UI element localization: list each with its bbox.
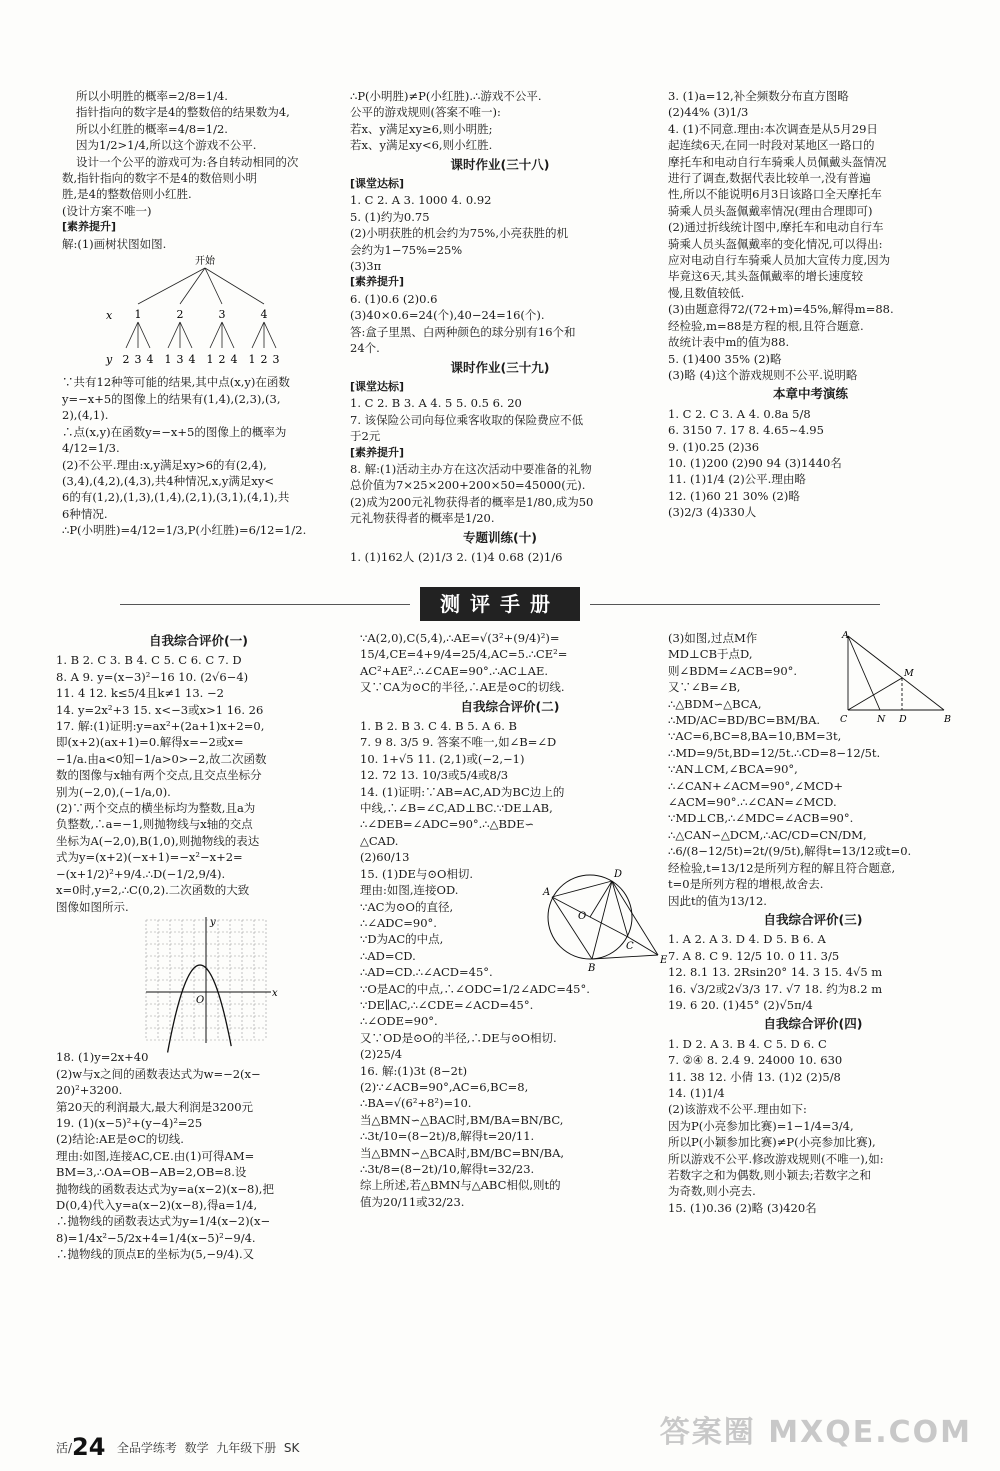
text-line: (2)该游戏不公平.理由如下: (668, 1102, 807, 1117)
segment-DC (612, 881, 628, 937)
text-line: 理由:如图,连接OD. (360, 883, 459, 898)
section-heading: 自我综合评价(二) (460, 698, 560, 714)
text-line: 当△BMN∽△BCA时,BM/BC=BN/BA, (360, 1145, 565, 1160)
text-line: 1. C 2. A 3. 1000 4. 0.92 (350, 193, 492, 208)
text-line: 11. 4 12. k≤5/4且k≠1 13. −2 (56, 686, 224, 701)
text-line: 进行了调查,数据代表比较单一,没有普遍 (668, 171, 871, 186)
text-line: 15. (1)0.36 (2)略 (3)420名 (668, 1200, 817, 1215)
text-line: ∴∠ADC=90°. (360, 915, 437, 930)
text-line: 总价值为7×25×200+200×50=45000(元). (350, 478, 586, 493)
text-line: 4/12=1/3. (62, 441, 120, 456)
text-line: 指针指向的数字是4的整数倍的结果数为4, (76, 105, 290, 120)
answer-column-1 (62, 88, 332, 539)
text-line: 数的图像与x轴有两个交点,且交点坐标分 (56, 768, 262, 783)
text-line: 所以小明胜的概率=2/8=1/4. (76, 89, 228, 103)
text-line: 5. (1)约为0.75 (350, 209, 430, 224)
section-tag: [素养提升] (62, 220, 117, 234)
text-line: (2)结论:AE是⊙C的切线. (56, 1132, 184, 1147)
text-line: ∴点(x,y)在函数y=−x+5的图像上的概率为 (62, 424, 287, 439)
text-line: 起连续6天,在同一时段对某地区一路口的 (668, 138, 875, 153)
text-line: 性,所以不能说明6月3日该路口全天摩托车 (668, 187, 882, 202)
text-line: ∴BA=√(6²+8²)=10. (360, 1096, 472, 1111)
separator-line-right (590, 604, 880, 605)
tree-y-value: 4 (188, 353, 196, 367)
tree-diagram (62, 252, 332, 370)
parabola-curve (168, 965, 232, 1053)
text-line: 若数字之和为偶数,则小颖去;若数字之和 (668, 1168, 872, 1182)
segment-AB (848, 636, 944, 710)
page-number: 24 (72, 1433, 106, 1461)
tree-y-value: 2 (218, 353, 226, 367)
text-line: 1. D 2. A 3. B 4. C 5. D 6. C (668, 1036, 827, 1051)
tree-y-value: 1 (248, 353, 256, 367)
text-line: (设计方案不唯一) (62, 203, 152, 218)
text-line: 于2元 (350, 429, 381, 444)
text-line: ∴AD=CD.∴∠ACD=45°. (360, 965, 493, 980)
text-line: 又∵OD是⊙O的半径,∴DE与⊙O相切. (360, 1030, 557, 1045)
text-line: ∴MD/AC=BD/BC=BM/BA. (668, 713, 821, 728)
text-line: −1/a.由a<0知−1/a>0>−2,故二次函数 (56, 751, 267, 766)
text-line: 6. 3150 7. 17 8. 4.65~4.95 (668, 423, 824, 438)
text-line: 因为1/2>1/4,所以这个游戏不公平. (76, 138, 257, 153)
point-label-E: E (660, 954, 668, 966)
tree-y-value: 2 (122, 353, 130, 367)
tree-branch (168, 322, 180, 348)
text-line: ∴∠CAN+∠ACM=90°,∠MCD+ (668, 778, 844, 793)
text-line: D(0,4)代入y=a(x−2)(x−8),得a=1/4, (56, 1197, 258, 1212)
tree-branch (180, 322, 192, 348)
text-line: 图像如图所示. (56, 899, 129, 914)
text-line: t=0是所列方程的增根,故舍去. (668, 877, 824, 892)
text-line: 经检验,m=88是方程的根,且符合题意. (668, 318, 864, 333)
segment-AN (848, 636, 880, 710)
text-line: ∠ACM=90°.∴∠CAN=∠MCD. (668, 795, 837, 810)
point-label-B: B (944, 714, 951, 726)
text-line: 1. A 2. A 3. D 4. D 5. B 6. A (668, 932, 826, 947)
text-line: y=−x+5的图像上的结果有(1,4),(2,3),(3, (62, 391, 281, 406)
text-line: 12. 72 13. 10/3或5/4或8/3 (360, 768, 509, 783)
text-line: ∴△BDM∽△BCA, (668, 696, 762, 711)
segment-AB (552, 897, 592, 959)
text-line: ∵D为AC的中点, (360, 932, 444, 947)
tree-branch (138, 268, 205, 304)
tree-branch (222, 322, 234, 348)
section-tag: [素养提升] (350, 445, 405, 459)
text-line: 答:盒子里黑、白两种颜色的球分别有16个和 (350, 324, 576, 339)
text-line: 3. (1)a=12,补全频数分布直方图略 (668, 89, 849, 103)
text-line: 负整数,∴a=−1,则抛物线与x轴的交点 (56, 817, 253, 832)
grade: 九年级下册 (216, 1441, 277, 1455)
text-line: (2)∵∠ACB=90°,AC=6,BC=8, (360, 1079, 529, 1094)
text-line: 胜,是4的整数倍则小红胜. (62, 187, 192, 202)
text-line: 14. (1)证明:∵AB=AC,AD为BC边上的 (360, 784, 565, 799)
text-line: x=0时,y=2,∴C(0,2).二次函数的大致 (56, 883, 250, 898)
text-line: ∴AD=CD. (360, 948, 416, 963)
point-label-D: D (899, 714, 907, 726)
segment-AD (552, 881, 612, 897)
section-heading: 自我综合评价(一) (149, 633, 248, 648)
text-line: ∵AC为⊙O的直径, (360, 899, 454, 914)
text-line: 6种情况. (62, 506, 108, 521)
text-line: 因为P(小亮参加比赛)=1−1/4=3/4, (668, 1118, 854, 1133)
text-line: (2)w与x之间的函数表达式为w=−2(x− (56, 1066, 261, 1081)
subject: 数学 (184, 1441, 209, 1455)
text-line: 又∵CA为⊙C的半径,∴AE是⊙C的切线. (360, 680, 565, 695)
answer-column-4 (56, 630, 341, 1263)
text-line: 又∵∠B=∠B, (668, 680, 741, 695)
text-line: 11. 38 12. 小倩 13. (1)2 (2)5/8 (668, 1069, 841, 1084)
tree-root-label: 开始 (195, 256, 215, 268)
text-line: 毕竟这6天,其头盔佩戴率的增长速度较 (668, 269, 863, 284)
text-line: 所以P(小颖参加比赛)≠P(小亮参加比赛), (668, 1135, 876, 1150)
text-line: 骑乘人员头盔佩戴率情况(理由合理即可) (668, 203, 873, 218)
text-line: 1. C 2. B 3. A 4. 5 5. 0.5 6. 20 (350, 396, 522, 411)
text-line: ∵DE∥AC,∴∠CDE=∠ACD=45°. (360, 997, 534, 1012)
text-line: 4. (1)不同意.理由:本次调查是从5月29日 (668, 121, 878, 136)
text-line: ∴3t/8=(8−2t)/10,解得t=32/23. (360, 1162, 535, 1176)
text-line: 因此t的值为13/12. (668, 893, 767, 908)
text-line: 16. 解:(1)3t (8−2t) (360, 1063, 468, 1078)
text-line: (2)小明获胜的机会约为75%,小亮获胜的机 (350, 226, 569, 241)
x-axis-label: x (272, 987, 278, 999)
text-line: 8)=1/4x²−5/2x+4=1/4(x−5)²−9/4. (56, 1230, 256, 1245)
tree-x-value: 2 (176, 308, 184, 322)
parabola-graph (136, 915, 286, 1045)
text-line: 会约为1−75%=25% (350, 242, 463, 257)
answer-column-2 (350, 88, 650, 565)
point-label-D: D (614, 868, 623, 880)
text-line: ∴∠ODE=90°. (360, 1014, 438, 1029)
text-line: 骑乘人员头盔佩戴率的变化情况,可以得出: (668, 236, 883, 251)
circle-figure (530, 865, 668, 977)
text-line: 1. B 2. C 3. B 4. C 5. C 6. C 7. D (56, 653, 242, 668)
text-line: (2)44% (3)1/3 (668, 105, 749, 120)
text-line: 当△BMN∽△BAC时,BM/BA=BN/BC, (360, 1112, 564, 1127)
text-line: (2)∵两个交点的横坐标均为整数,且a为 (56, 801, 256, 816)
text-line: ∴抛物线的函数表达式为y=1/4(x−2)(x− (56, 1214, 271, 1229)
section-tag: [素养提升] (350, 275, 405, 289)
text-line: 16. √3/2或2√3/3 17. √7 18. 约为8.2 m (668, 981, 883, 996)
point-label-N: N (877, 714, 886, 726)
text-line: 所以游戏不公平.修改游戏规则(不唯一),如: (668, 1151, 884, 1166)
answer-column-5 (360, 630, 668, 1210)
tree-branch (126, 322, 138, 348)
triangle-figure (840, 630, 950, 725)
text-line: (3)40×0.6=24(个),40−24=16(个). (350, 308, 545, 323)
segment-DE (612, 881, 658, 955)
section-heading: 自我综合评价(四) (763, 1016, 863, 1032)
text-line: ∴MD=9/5t,BD=12/5t.∴CD=8−12/5t. (668, 745, 881, 760)
separator-line-left (120, 604, 410, 605)
section-heading: 自我综合评价(三) (763, 911, 863, 927)
text-line: ∴△CAN∽△DCM,∴AC/CD=CN/DM, (668, 827, 867, 842)
text-line: 若x、y满足xy≥6,则小明胜; (350, 121, 493, 136)
point-label-A: A (543, 886, 551, 898)
origin-label: O (196, 994, 205, 1006)
text-line: 8. A 9. y=(x−3)²−16 10. (2√6−4) (56, 669, 249, 684)
text-line: 6的有(1,2),(1,3),(1,4),(2,1),(3,1),(4,1),共 (62, 490, 290, 505)
text-line: 24个. (350, 341, 380, 356)
tree-x-value: 1 (134, 308, 142, 322)
text-line: (3)3π (350, 259, 382, 274)
text-line: 7. ②④ 8. 2.4 9. 24000 10. 630 (668, 1053, 843, 1068)
text-line: 所以小红胜的概率=4/8=1/2. (76, 121, 228, 136)
text-line: ∴∠DEB=∠ADC=90°.∴△BDE∽ (360, 817, 535, 832)
text-line: 7. 9 8. 3/5 9. 答案不唯一,如∠B=∠D (360, 735, 557, 750)
text-line: 2),(4,1). (62, 408, 109, 423)
text-line: (2)通过折线统计图中,摩托车和电动自行车 (668, 220, 884, 235)
text-line: 9. (1)0.25 (2)36 (668, 439, 760, 454)
text-line: (2)成为200元礼物获得者的概率是1/80,成为50 (350, 494, 594, 509)
text-line: 理由:如图,连接AC,CE.由(1)可得AM= (56, 1148, 255, 1163)
text-line: (3)2/3 (4)330人 (668, 505, 757, 520)
edition: SK (283, 1441, 300, 1455)
text-line: MD⊥CB于点D, (668, 647, 753, 662)
text-line: ∵A(2,0),C(5,4),∴AE=√(3²+(9/4)²)= (360, 631, 560, 645)
tree-y-value: 1 (206, 353, 214, 367)
text-line: 1. B 2. B 3. C 4. B 5. A 6. B (360, 719, 517, 734)
text-line: ∴抛物线的顶点E的坐标为(5,−9/4).又 (56, 1247, 255, 1262)
y-axis-label: y (210, 916, 216, 928)
tree-x-label: x (106, 309, 113, 323)
text-line: ∵共有12种等可能的结果,其中点(x,y)在函数 (62, 375, 290, 390)
text-line: 即(x+2)(ax+1)=0.解得x=−2或x= (56, 735, 244, 750)
segment-CM (848, 678, 902, 710)
text-line: 第20天的利润最大,最大利润是3200元 (56, 1099, 254, 1114)
series-name: 全品学练考 (116, 1441, 177, 1455)
point-label-C: C (626, 940, 634, 952)
section-tag: [课堂达标] (350, 177, 405, 191)
text-line: 18. (1)y=2x+40 (56, 1050, 149, 1065)
text-line: 为奇数,则小亮去. (668, 1184, 756, 1199)
text-line: 经检验,t=13/12是所列方程的解且符合题意, (668, 860, 896, 875)
text-line: 5. (1)400 35% (2)略 (668, 351, 782, 366)
text-line: (3,4),(4,2),(4,3),共4种情况,x,y满足xy< (62, 473, 274, 488)
text-line: ∵O是AC的中点,∴∠ODC=1/2∠ADC=45°. (360, 981, 590, 996)
tree-x-value: 4 (260, 308, 268, 322)
text-line: (3)由题意得72/(72+m)=45%,解得m=88. (668, 302, 894, 317)
text-line: 综上所述,若△BMN与△ABC相似,则t的 (360, 1178, 561, 1193)
point-label-O: O (578, 910, 587, 922)
text-line: 抛物线的函数表达式为y=a(x−2)(x−8),把 (56, 1181, 274, 1196)
text-line: 15. (1)DE与⊙O相切. (360, 866, 474, 881)
text-line: BM=3,∴OA=OB−AB=2,OB=8.设 (56, 1165, 247, 1180)
tree-branch (138, 322, 150, 348)
text-line: 元礼物获得者的概率是1/20. (350, 511, 495, 526)
text-line: 7. 该保险公司向每位乘客收取的保险费应不低 (350, 412, 584, 427)
footer-prefix: 活/ (56, 1441, 73, 1455)
text-line: 慢,且数值较低. (668, 285, 745, 300)
section-heading: 本章中考演练 (772, 386, 848, 402)
point-label-C: C (840, 714, 848, 726)
tree-y-label: y (106, 353, 113, 367)
tree-y-value: 4 (230, 353, 238, 367)
text-line: 解:(1)画树状图如图. (62, 236, 167, 251)
tree-branch (252, 322, 264, 348)
text-line: 若x、y满足xy<6,则小红胜. (350, 138, 493, 153)
text-line: ∵MD⊥CB,∴∠MDC=∠ACB=90°. (668, 811, 854, 826)
text-line: ∵AN⊥CM,∠BCA=90°, (668, 762, 798, 777)
text-line: 10. 1+√5 11. (2,1)或(−2,−1) (360, 751, 525, 766)
text-line: 设计一个公平的游戏可为:各自转动相同的次 (76, 154, 299, 169)
answer-column-3 (668, 88, 953, 521)
text-line: 7. A 8. C 9. 12/5 10. 0 11. 3/5 (668, 948, 840, 963)
text-line: 6. (1)0.6 (2)0.6 (350, 291, 438, 306)
text-line: 8. 解:(1)活动主办方在这次活动中要准备的礼物 (350, 461, 592, 476)
section-separator (120, 585, 880, 625)
text-line: 1. (1)162人 (2)1/3 2. (1)4 0.68 (2)1/6 (350, 549, 563, 564)
section-title: 测评手册 (420, 587, 580, 621)
text-line: 17. 解:(1)证明:y=ax²+(2a+1)x+2=0, (56, 719, 265, 734)
text-line: 别为(−2,0),(−1/a,0). (56, 784, 171, 799)
point-label-A: A (842, 630, 849, 642)
text-line: 15/4,CE=4+9/4=25/4,AC=5.∴CE²= (360, 647, 568, 662)
text-line: 20)²+3200. (56, 1083, 123, 1098)
text-line: 中线,∴∠B=∠C,AD⊥BC.∵DE⊥AB, (360, 801, 553, 816)
text-line: ∴6/(8−12/5t)=2t/(9/5t),解得t=13/12或t=0. (668, 844, 912, 859)
text-line: 坐标为A(−2,0),B(1,0),则抛物线的表达 (56, 833, 260, 848)
text-line: ∴3t/10=(8−2t)/8,解得t=20/11. (360, 1129, 535, 1144)
text-line: 摩托车和电动自行车骑乘人员佩戴头盔情况 (668, 154, 887, 169)
tree-y-value: 3 (176, 353, 184, 367)
text-line: 14. y=2x²+3 15. x<−3或x>1 16. 26 (56, 702, 264, 717)
text-line: 1. C 2. C 3. A 4. 0.8a 5/8 (668, 406, 811, 421)
text-line: (2)60/13 (360, 850, 410, 865)
text-line: 应对电动自行车骑乘人员加大宣传力度,因为 (668, 253, 891, 268)
text-line: 数,指针指向的数字不是4的数倍则小明 (62, 171, 257, 186)
text-line: 10. (1)200 (2)90 94 (3)1440名 (668, 455, 842, 470)
tree-y-value: 2 (260, 353, 268, 367)
text-line: 11. (1)1/4 (2)公平.理由略 (668, 472, 806, 487)
text-line: ∴P(小明胜)≠P(小红胜).∴游戏不公平. (350, 89, 542, 103)
text-line: 12. (1)60 21 30% (2)略 (668, 488, 800, 503)
tree-branch (264, 322, 276, 348)
tree-y-value: 3 (134, 353, 142, 367)
tree-branch (210, 322, 222, 348)
text-line: ∵AC=6,BC=8,BA=10,BM=3t, (668, 729, 842, 744)
tree-y-value: 4 (146, 353, 154, 367)
text-line: 19. 6 20. (1)45° (2)√5π/4 (668, 997, 813, 1012)
text-line: −(x+1/2)²+9/4.∴D(−1/2,9/4). (56, 866, 226, 881)
text-line: AC²+AE².∴∠CAE=90°.∴AC⊥AE. (360, 663, 549, 678)
tree-y-value: 3 (272, 353, 280, 367)
text-line: △CAD. (360, 833, 399, 848)
point-label-M: M (904, 668, 914, 680)
section-heading: 课时作业(三十八) (450, 156, 550, 172)
section-heading: 专题训练(十) (463, 529, 537, 545)
text-line: ∴P(小明胜)=4/12=1/3,P(小红胜)=6/12=1/2. (62, 523, 307, 538)
section-tag: [课堂达标] (350, 379, 405, 393)
tree-x-value: 3 (218, 308, 226, 322)
answer-column-6 (668, 630, 958, 1216)
text-line: 19. (1)(x−5)²+(y−4)²=25 (56, 1115, 203, 1130)
page-footer (56, 1433, 299, 1461)
tree-branch (180, 268, 205, 304)
text-line: 式为y=(x+2)(−x+1)=−x²−x+2= (56, 850, 243, 865)
text-line: (3)略 (4)这个游戏规则不公平.说明略 (668, 367, 858, 382)
text-line: 公平的游戏规则(答案不唯一): (350, 105, 501, 120)
tree-y-value: 1 (164, 353, 172, 367)
section-heading: 课时作业(三十九) (450, 359, 550, 375)
text-line: 值为20/11或32/23. (360, 1194, 465, 1209)
text-line: (3)如图,过点M作 (668, 631, 758, 645)
text-line: 则∠BDM=∠ACB=90°. (668, 663, 798, 678)
watermark-logo: 答案圈 MXQE.COM (659, 1415, 972, 1450)
text-line: (2)25/4 (360, 1047, 403, 1062)
text-line: (2)不公平.理由:x,y满足xy>6的有(2,4), (62, 457, 267, 472)
point-label-B: B (588, 962, 596, 974)
text-line: 故统计表中m的值为88. (668, 335, 790, 350)
text-line: 12. 8.1 13. 2Rsin20° 14. 3 15. 4√5 m (668, 965, 883, 980)
text-line: 14. (1)1/4 (668, 1085, 725, 1100)
